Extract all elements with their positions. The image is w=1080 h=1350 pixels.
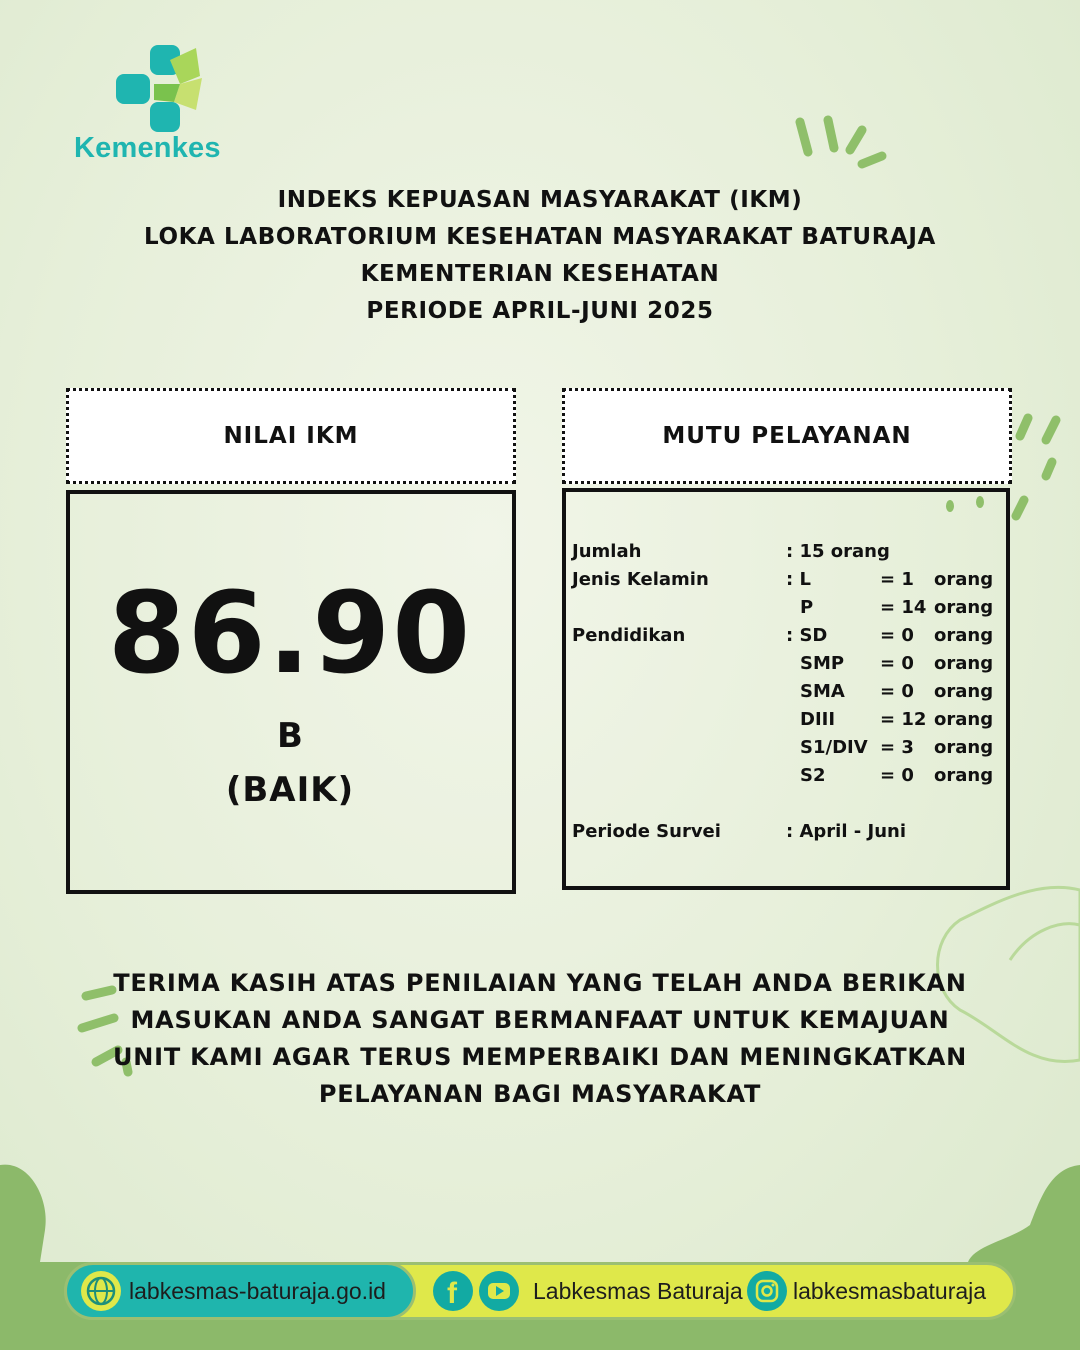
website-link[interactable]: labkesmas-baturaja.go.id	[129, 1278, 386, 1304]
thanks-line: TERIMA KASIH ATAS PENILAIAN YANG TELAH ANDA BERIKAN	[113, 969, 967, 997]
thanks-line: MASUKAN ANDA SANGAT BERMANFAAT UNTUK KEMAJUAN	[130, 1006, 950, 1034]
globe-icon	[81, 1271, 121, 1311]
title-line: PERIODE APRIL-JUNI 2025	[366, 298, 714, 324]
mutu-header-label: MUTU PELAYANAN	[662, 423, 912, 449]
education-category: SMP	[800, 653, 845, 674]
education-category: SMA	[800, 681, 845, 702]
gender-count: = 14	[880, 597, 927, 618]
education-count: = 12	[880, 709, 927, 730]
facebook-icon[interactable]	[433, 1271, 473, 1311]
education-count: = 0	[880, 765, 914, 786]
jumlah-label: Jumlah	[572, 541, 642, 562]
education-category: S2	[800, 765, 826, 786]
ikm-header	[66, 388, 516, 484]
periode-survei-label: Periode Survei	[572, 821, 721, 842]
education-unit: orang	[934, 653, 994, 674]
instagram-icon[interactable]	[747, 1271, 787, 1311]
jenis-kelamin-label: Jenis Kelamin	[572, 569, 709, 590]
thank-you-message	[0, 965, 1080, 1113]
education-unit: orang	[934, 765, 994, 786]
gender-category: : L	[786, 569, 811, 590]
thanks-line: PELAYANAN BAGI MASYARAKAT	[318, 1080, 762, 1108]
pendidikan-label: Pendidikan	[572, 625, 686, 646]
education-unit: orang	[934, 737, 994, 758]
mutu-header	[562, 388, 1012, 484]
website-pill[interactable]	[64, 1262, 416, 1320]
title-line: INDEKS KEPUASAN MASYARAKAT (IKM)	[277, 187, 803, 213]
ikm-score: 86.90	[107, 569, 473, 699]
kemenkes-logo	[70, 40, 250, 170]
instagram-handle[interactable]: labkesmasbaturaja	[793, 1278, 987, 1304]
education-category: S1/DIV	[800, 737, 868, 758]
education-category: : SD	[786, 625, 828, 646]
ikm-header-label: NILAI IKM	[223, 423, 359, 449]
education-count: = 0	[880, 625, 914, 646]
education-category: DIII	[800, 709, 836, 730]
title-line: LOKA LABORATORIUM KESEHATAN MASYARAKAT BATURAJA	[144, 224, 936, 250]
education-unit: orang	[934, 681, 994, 702]
education-count: = 0	[880, 653, 914, 674]
title-line: KEMENTERIAN KESEHATAN	[360, 261, 720, 287]
education-unit: orang	[934, 625, 994, 646]
page-title	[0, 182, 1080, 330]
periode-survei-value: : April - Juni	[786, 821, 906, 842]
gender-category: P	[800, 597, 814, 618]
svg-text:f: f	[447, 1277, 457, 1310]
gender-unit: orang	[934, 597, 994, 618]
social-name[interactable]: Labkesmas Baturaja	[533, 1278, 743, 1304]
thanks-line: UNIT KAMI AGAR TERUS MEMPERBAIKI DAN MENINGKATKAN	[112, 1043, 968, 1071]
ikm-grade-description: (BAIK)	[225, 770, 355, 810]
gender-unit: orang	[934, 569, 994, 590]
education-count: = 3	[880, 737, 914, 758]
jumlah-value: : 15 orang	[786, 541, 890, 562]
contact-footer	[64, 1262, 1016, 1320]
youtube-icon[interactable]	[479, 1271, 519, 1311]
brand-name: Kemenkes	[74, 132, 221, 164]
education-count: = 0	[880, 681, 914, 702]
gender-count: = 1	[880, 569, 914, 590]
kemenkes-emblem-icon	[114, 40, 244, 135]
ikm-grade: B	[277, 716, 303, 756]
education-unit: orang	[934, 709, 994, 730]
